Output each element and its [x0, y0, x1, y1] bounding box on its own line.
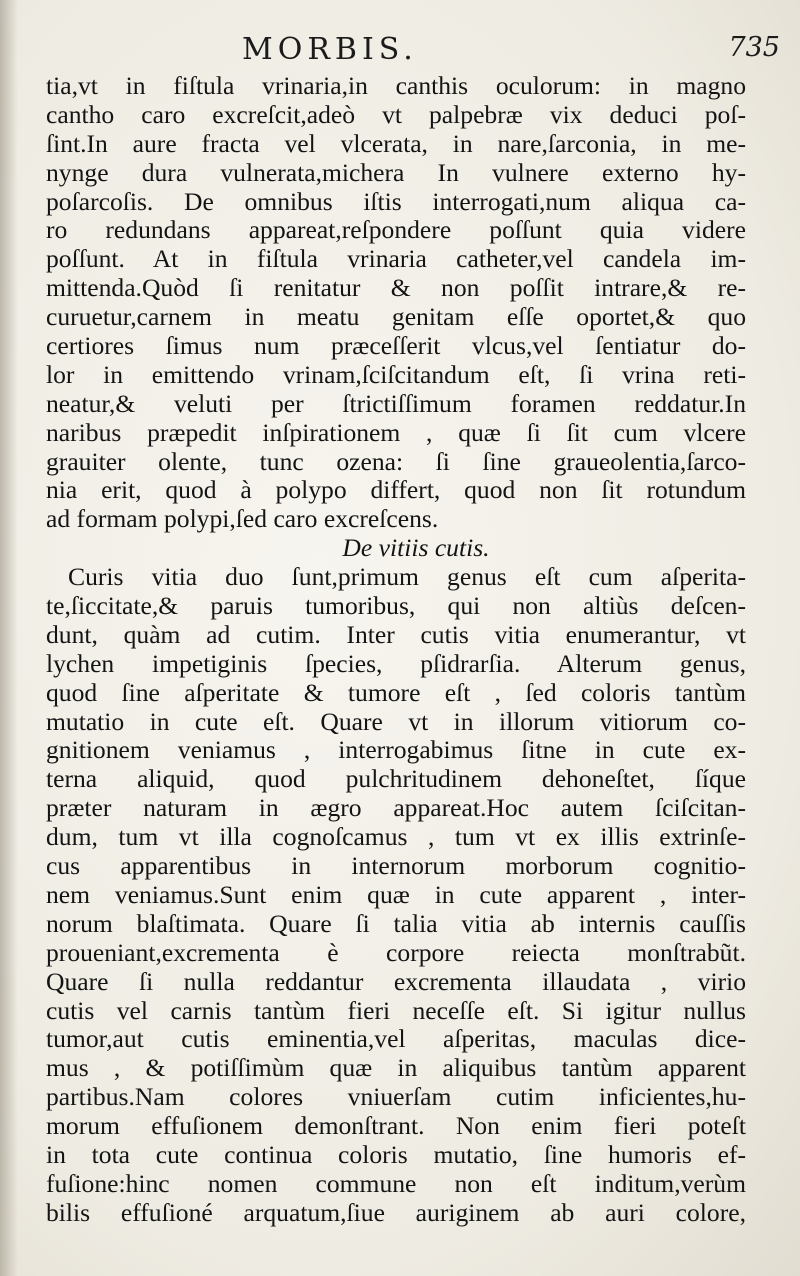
- text-line: grauiter olente, tunc ozena: ſi ſine graueolentia,ſarco-: [46, 447, 746, 476]
- text-line: tia,vt in fiſtula vrinaria,in canthis oculorum: in magno: [46, 72, 746, 100]
- text-line: morum effuſionem demonſtrant. Non enim fieri poteſt: [46, 1112, 746, 1141]
- section-heading: De vitiis cutis.: [342, 533, 490, 563]
- text-line: dum, tum vt illa cognoſcamus , tum vt ex illis extrinſe-: [46, 823, 746, 852]
- text-line: in tota cute continua coloris mutatio, ſine humoris ef-: [46, 1140, 746, 1169]
- text-line: nynge dura vulnerata,michera In vulnere externo hy-: [46, 158, 746, 187]
- paragraph-2: [46, 563, 746, 1227]
- text-line: cus apparentibus in internorum morborum cognitio-: [46, 852, 746, 881]
- text-line: poſſunt. At in fiſtula vrinaria catheter,vel candela im-: [46, 245, 746, 274]
- text-line: fuſione:hinc nomen commune non eſt inditum,verùm: [46, 1169, 746, 1198]
- text-line: tumor,aut cutis eminentia,vel aſperitas, maculas dice-: [46, 1025, 746, 1054]
- running-head: MORBIS.: [242, 32, 418, 67]
- text-line: neatur,& veluti per ſtrictiſſimum foramen reddatur.In: [46, 389, 746, 418]
- text-line: dunt, quàm ad cutim. Inter cutis vitia enumerantur, vt: [46, 620, 746, 649]
- text-line: proueniant,excrementa è corpore reiecta monſtrabũt.: [46, 938, 746, 967]
- text-line: nem veniamus.Sunt enim quæ in cute apparent , inter-: [46, 880, 746, 909]
- text-line: Quare ſi nulla reddantur excrementa illaudata , virio: [46, 967, 746, 996]
- text-line: naribus præpedit inſpirationem , quæ ſi ſit cum vlcere: [46, 418, 746, 447]
- text-line: gnitionem veniamus , interrogabimus ſitne in cute ex-: [46, 736, 746, 765]
- text-line: lychen impetiginis ſpecies, pſidrarſia. Alterum genus,: [46, 649, 746, 678]
- text-line: poſarcoſis. De omnibus iſtis interrogati,num aliqua ca-: [46, 187, 746, 216]
- text-line: partibus.Nam colores vniuerſam cutim inficientes,hu-: [46, 1083, 746, 1112]
- text-line: præter naturam in ægro appareat.Hoc autem ſciſcitan-: [46, 794, 746, 823]
- text-line: mittenda.Quòd ſi renitatur & non poſſit intrare,& re-: [46, 274, 746, 303]
- text-line: mutatio in cute eſt. Quare vt in illorum vitiorum co-: [46, 707, 746, 736]
- text-line: nia erit, quod à polypo differt, quod non ſit rotundum: [46, 476, 746, 505]
- text-line: te,ſiccitate,& paruis tumoribus, qui non altiùs deſcen-: [46, 592, 746, 621]
- text-line: bilis effuſioné arquatum,ſiue auriginem ab auri colore,: [46, 1198, 746, 1227]
- text-line: certiores ſimus num præceſſerit vlcus,vel ſentiatur do-: [46, 332, 746, 361]
- text-line: terna aliquid, quod pulchritudinem dehoneſtet, ſíque: [46, 765, 746, 794]
- page-header: [40, 28, 780, 74]
- text-line: cantho caro excreſcit,adeò vt palpebræ vix deduci poſ-: [46, 100, 746, 129]
- text-line: ſint.In aure fracta vel vlcerata, in nare,ſarconia, in me-: [46, 129, 746, 158]
- text-line: lor in emittendo vrinam,ſciſcitandum eſt, ſi vrina reti-: [46, 360, 746, 389]
- text-line: Curis vitia duo ſunt,primum genus eſt cum aſperita-: [68, 563, 746, 592]
- body-text: [46, 72, 746, 1228]
- text-line: quod ſine aſperitate & tumore eſt , ſed coloris tantùm: [46, 678, 746, 707]
- text-line: cutis vel carnis tantùm fieri neceſſe eſt. Si igitur nullus: [46, 996, 746, 1025]
- text-line: curuetur,carnem in meatu genitam eſſe oportet,& quo: [46, 303, 746, 332]
- page-number: 735: [728, 32, 780, 63]
- gutter-shadow: [0, 0, 18, 1276]
- text-line: norum blaſtimata. Quare ſi talia vitia ab internis cauſſis: [46, 909, 746, 938]
- text-line: mus , & potiſſimùm quæ in aliquibus tantùm apparent: [46, 1054, 746, 1083]
- paragraph-1: [46, 72, 746, 534]
- text-line: ro redundans appareat,reſpondere poſſunt quia videre: [46, 216, 746, 245]
- text-line: ad formam polypi,ſed caro excreſcens.: [46, 505, 439, 534]
